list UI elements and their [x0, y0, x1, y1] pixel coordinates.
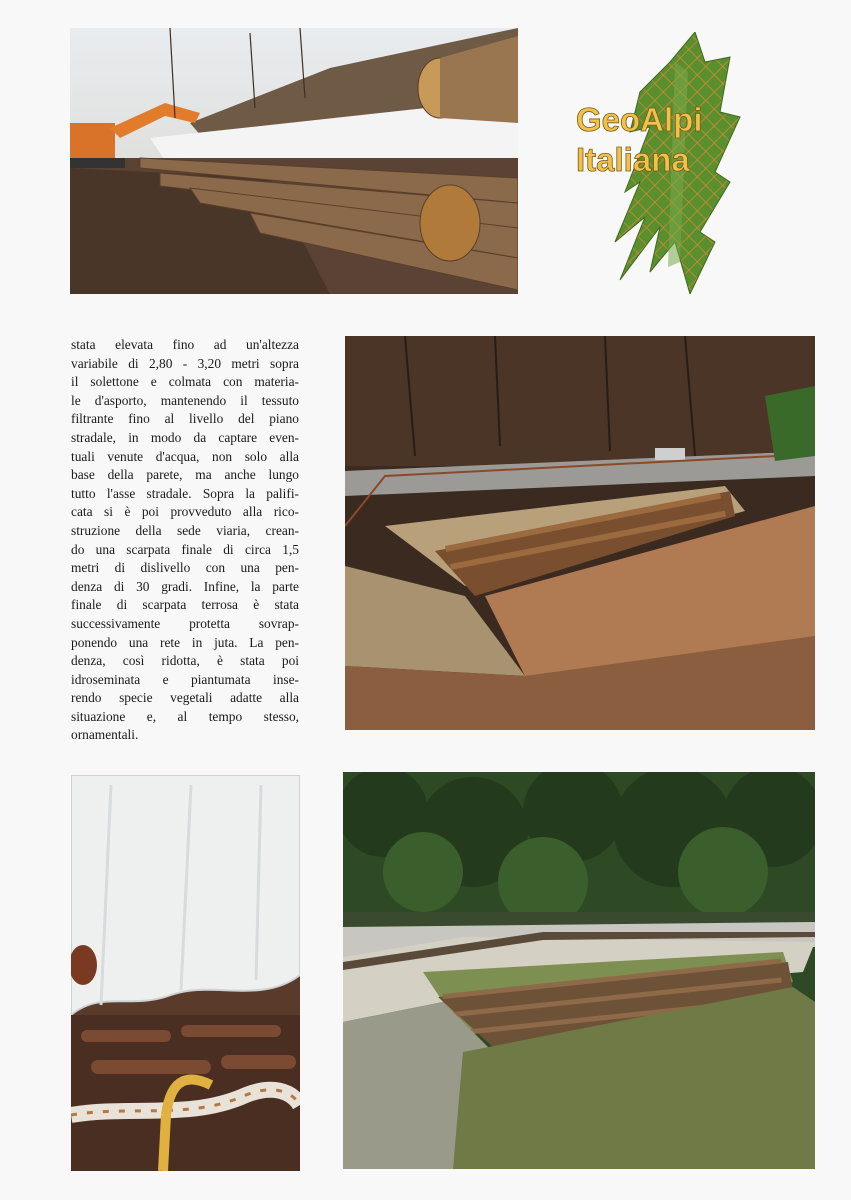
- article-line: variabile di 2,80 - 3,20 metri sopra: [71, 355, 299, 371]
- article-line: base della parete, ma anche lungo: [71, 467, 299, 483]
- article-line: tutto l'asse stradale. Sopra la palifi-: [71, 485, 299, 501]
- geotextile-drain-pipe-photo: [71, 775, 300, 1171]
- geoalpi-italiana-logo: [570, 32, 760, 294]
- article-line: filtrante fino al livello del piano: [71, 411, 299, 427]
- article-text: [71, 336, 299, 745]
- excavator-log-wall-photo: [70, 28, 518, 294]
- article-line: successivamente protetta sovrap-: [71, 615, 299, 631]
- article-line: do una scarpata finale di circa 1,5: [71, 541, 299, 557]
- finished-green-slope-photo: [343, 772, 815, 1169]
- article-line: finale di scarpata terrosa è stata: [71, 597, 299, 613]
- logo-line2: Italiana: [576, 141, 690, 178]
- article-line: tuali venute d'acqua, non solo alla: [71, 448, 299, 464]
- article-line: cata si è poi provveduto alla rico-: [71, 504, 299, 520]
- article-line: ornamentali.: [71, 727, 139, 743]
- article-line: metri di dislivello con una pen-: [71, 560, 299, 576]
- article-line: stradale, in modo da captare even-: [71, 429, 299, 445]
- article-line: le d'asporto, mantenendo il tessuto: [71, 392, 299, 408]
- article-line: idroseminata e piantumata inse-: [71, 671, 299, 687]
- article-line: denza, così ridotta, è stata poi: [71, 653, 299, 669]
- log-retaining-wall-road-photo: [345, 336, 815, 730]
- article-line: situazione e, al tempo stesso,: [71, 708, 299, 724]
- article-line: stata elevata fino ad un'altezza: [71, 337, 299, 352]
- article-line: struzione della sede viaria, crean-: [71, 522, 299, 538]
- article-line: rendo specie vegetali adatte alla: [71, 690, 299, 706]
- logo-line1: GeoAlpi: [576, 101, 703, 138]
- article-line: ponendo una rete in juta. La pen-: [71, 634, 299, 650]
- article-line: denza di 30 gradi. Infine, la parte: [71, 578, 299, 594]
- article-line: il solettone e colmata con materia-: [71, 374, 299, 390]
